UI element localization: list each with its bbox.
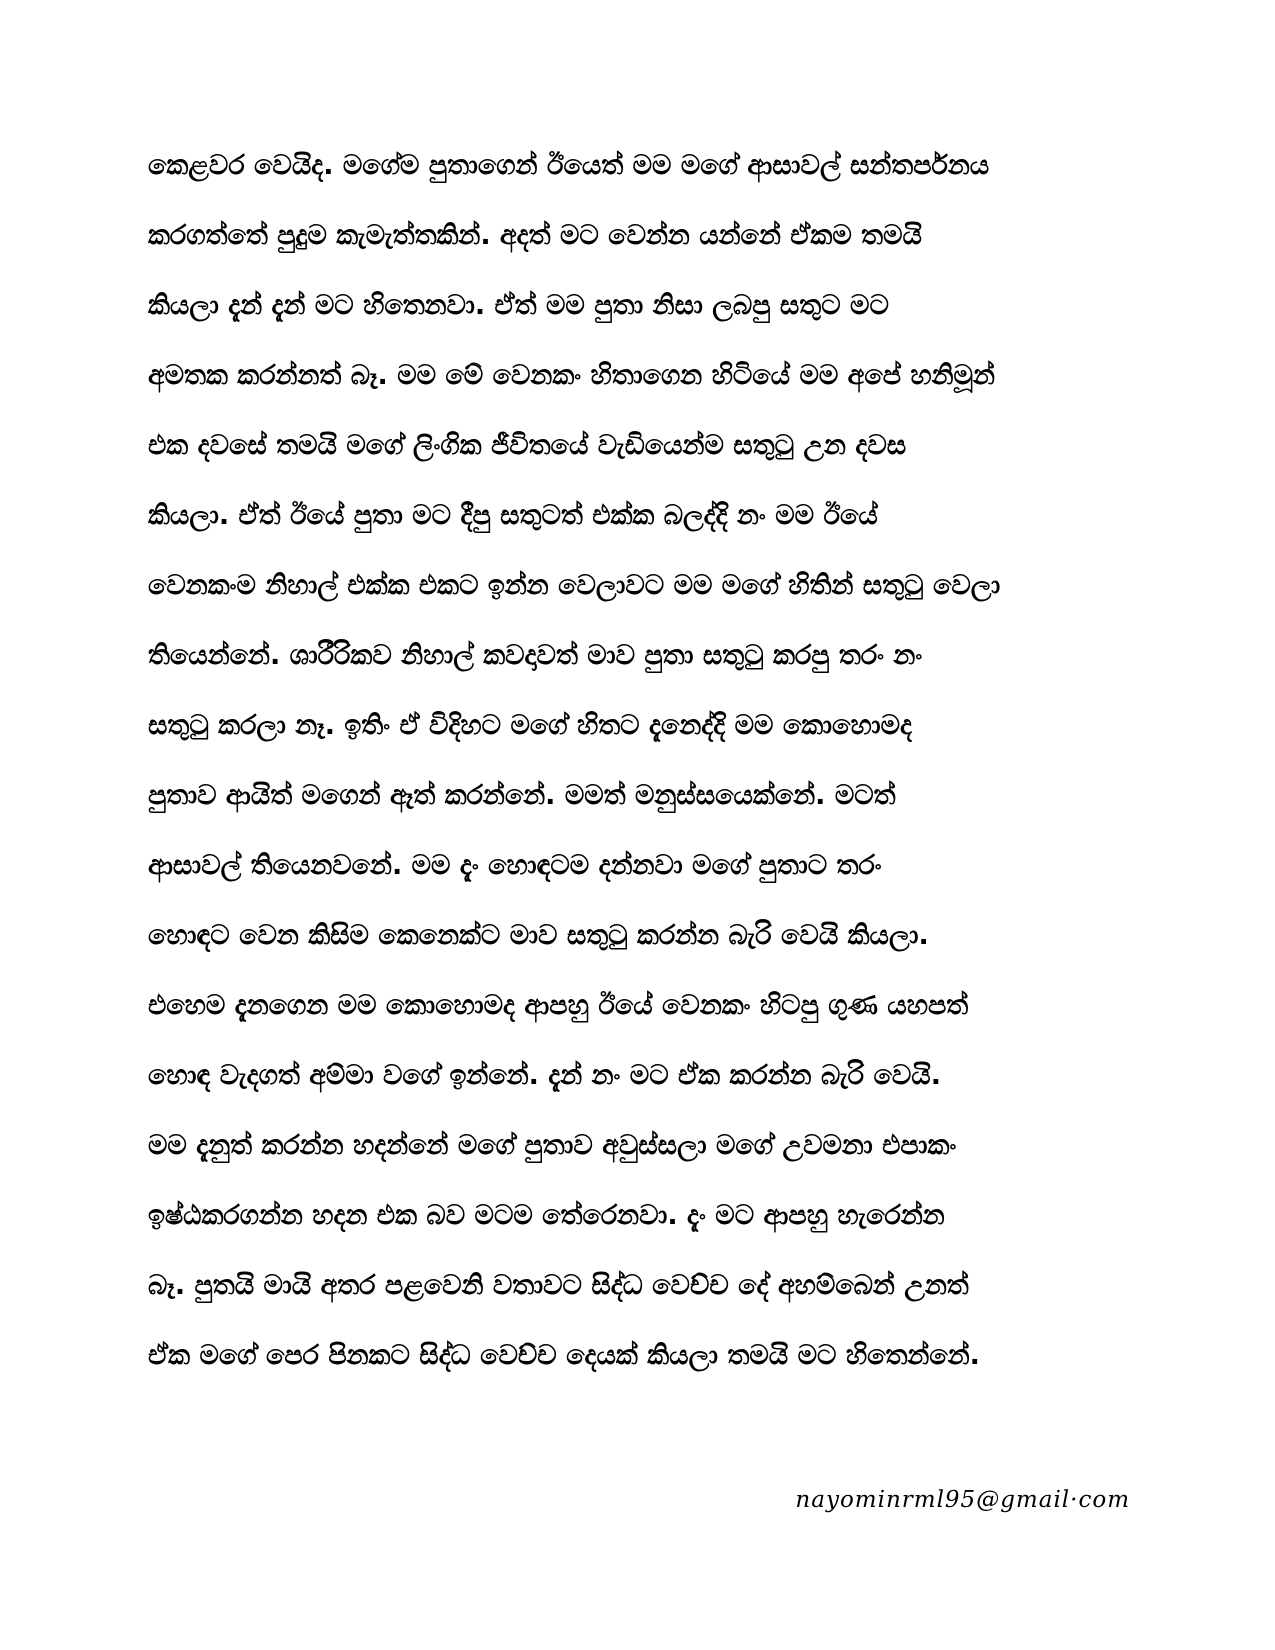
footer-email: nayominrml95@gmail·com <box>795 1487 1130 1513</box>
text-line: එක දවසේ තමයි මගේ ලිංගික ජීවිතයේ වැඩියෙන්ම සතුටු උන දවස <box>148 430 907 461</box>
text-line: ආසාවල් තියෙනවනේ. මම දැං හොඳටම දන්නවා මගේ පුතාට තරං <box>148 850 882 881</box>
text-line: එහෙම දැනගෙන මම කොහොමද ආපහු ඊයේ වෙනකං හිටපු ගුණ යහපත් <box>148 990 969 1021</box>
text-line: ඒක මගේ පෙර පිනකට සිද්ධ වෙච්ච දෙයක් කියලා තමයි මට හිතෙන්නේ. <box>148 1340 980 1371</box>
text-line: බෑ. පුතයි මායි අතර පළවෙනි වතාවට සිද්ධ වෙච්ච දේ අහම්බෙන් උනත් <box>148 1270 969 1301</box>
text-line: ඉෂ්ඨකරගන්න හදන එක බව මටම තේරෙනවා. දැං මට ආපහු හැරෙන්න <box>148 1200 945 1231</box>
text-line: කියලා දැන් දැන් මට හිතෙනවා. ඒත් මම පුතා නිසා ලබපු සතුට මට <box>148 290 889 321</box>
text-line: සතුටු කරලා නෑ. ඉතිං ඒ විදිහට මගේ හිතට දැනෙද්දි මම කොහොමද <box>148 710 912 741</box>
text-line: කියලා. ඒත් ඊයේ පුතා මට දීපු සතුටත් එක්ක බලද්දි නං මම ඊයේ <box>148 500 878 531</box>
text-line: මම දැනුත් කරන්න හදන්නේ මගේ පුතාව අවුස්සලා මගේ උවමනා එපාකං <box>148 1130 957 1161</box>
body-text <box>148 146 1128 1406</box>
text-line: කරගත්තේ පුදුම කැමැත්තකින්. අදත් මට වෙන්න යන්නේ ඒකම තමයි <box>148 220 922 251</box>
text-line: අමතක කරන්නත් බෑ. මම මේ වෙනකං හිතාගෙන හිටියේ මම අපේ හනිමූන් <box>148 360 995 391</box>
text-line: වෙනකංම නිහාල් එක්ක එකට ඉන්න වෙලාවට මම මගේ හිතින් සතුටු වෙලා <box>148 570 1001 601</box>
text-line: හොඳ වැදගත් අම්මා වගේ ඉන්නේ. දැන් නං මට ඒක කරන්න බැරි වෙයි. <box>148 1060 941 1091</box>
text-line: පුතාව ආයිත් මගෙන් ඈත් කරන්නේ. මමත් මනුස්සයෙක්නේ. මටත් <box>148 780 896 811</box>
text-line: හොඳට වෙන කිසිම කෙනෙක්ට මාව සතුටු කරන්න බැරි වෙයි කියලා. <box>148 920 929 951</box>
text-line: තියෙන්නේ. ශාරීරිකව නිහාල් කවදාවත් මාව පුතා සතුටු කරපු තරං නං <box>148 640 923 671</box>
text-line: කෙළවර වෙයිද. මගේම පුතාගෙන් ඊයෙත් මම මගේ ආසාවල් සන්තර්පනය <box>148 150 990 181</box>
